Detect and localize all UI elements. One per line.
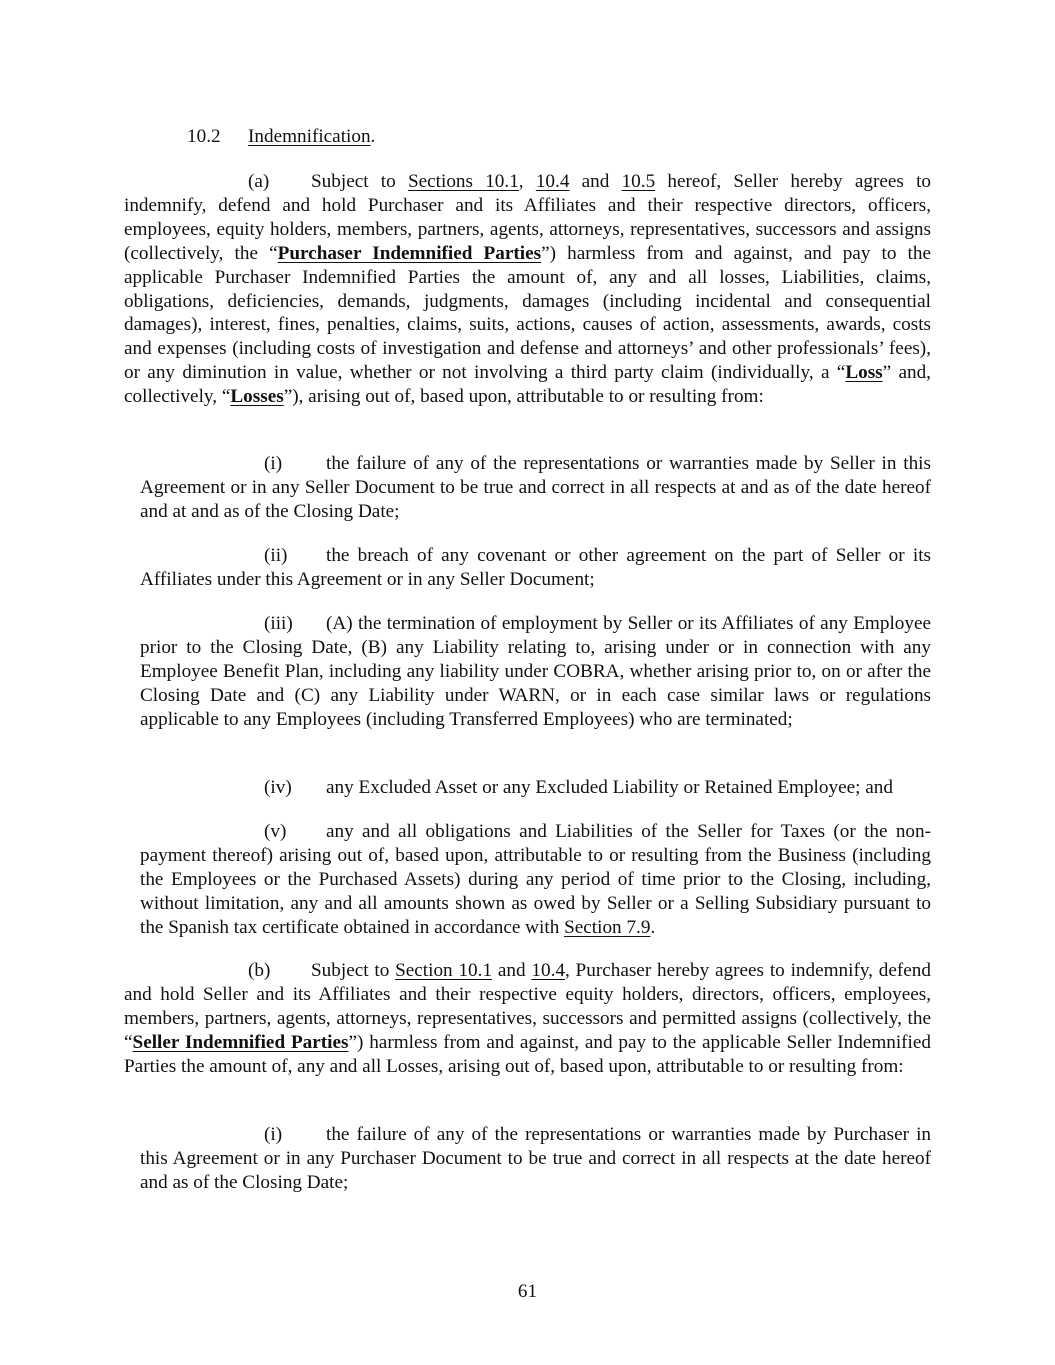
item-text: (A) the termination of employment by Seller or its Affiliates of any Employee prior to the Closing Date, (B) any Liability relating to, arising under or in connection with any Employee Benefit Plan, including any liability under COBRA, whether arising prior to, on or after the Closing Date and (C) any Liability under WARN, or in each case similar laws or regulations applicable to any Employees (including Transferred Employees) who are terminated; bbox=[140, 613, 931, 730]
text-run: Subject to bbox=[311, 171, 408, 192]
text-run: Subject to bbox=[311, 960, 396, 981]
paragraph-a bbox=[124, 170, 931, 409]
cross-reference-sections-10-1: Sections 10.1 bbox=[407, 171, 519, 192]
paragraph-b bbox=[124, 959, 931, 1079]
cross-reference-10-4: 10.4 bbox=[531, 960, 565, 981]
section-heading bbox=[187, 125, 587, 149]
cross-reference-10-5: 10.5 bbox=[621, 171, 656, 192]
text-run: and bbox=[492, 960, 532, 981]
item-a-iii bbox=[140, 612, 931, 732]
cross-reference-section-10-1: Section 10.1 bbox=[395, 960, 493, 981]
text-run: ”) harmless from and against, and pay to the applicable Seller Indemnified Parties the amount of, any and all Losses, arising out of, based upon, attributable to or resulting from: bbox=[124, 1031, 931, 1077]
item-text: any and all obligations and Liabilities of the Seller for Taxes (or the non-payment thereof) arising out of, based upon, attributable to or resulting from the Business (including the Employees or the Purchased Assets) during any period of time prior to the Closing, including, without limitation, any and all amounts shown as owed by Seller or a Selling Subsidiary pursuant to the Spanish tax certificate obtained in accordance with bbox=[140, 821, 931, 938]
item-a-v bbox=[140, 820, 931, 940]
item-a-ii bbox=[140, 544, 931, 592]
section-title: Indemnification bbox=[248, 126, 371, 147]
text-run: ”) harmless from and against, and pay to the applicable Purchaser Indemnified Parties the amount of, any and all losses, Liabilities, claims, obligations, deficiencies, demands, judgments, damages (including incidental and consequential damages), interest, fines, penalties, claims, suits, actions, causes of action, assessments, awards, costs and expenses (including costs of investigation and defense and attorneys’ and other professionals’ fees), or any diminution in value, whether or not involving a third party claim (individually, a “ bbox=[124, 242, 931, 384]
defined-term-loss: Loss bbox=[845, 362, 883, 384]
item-label: (iii) bbox=[264, 613, 293, 634]
paragraph-b-label: (b) bbox=[248, 960, 271, 981]
cross-reference-section-7-9: Section 7.9 bbox=[564, 916, 651, 938]
text-run: , bbox=[518, 171, 536, 192]
paragraph-a-label: (a) bbox=[248, 171, 270, 192]
item-text: the failure of any of the representations or warranties made by Purchaser in this Agreement or in any Purchaser Document to be true and correct in all respects at the date hereof and as of the Closing Date; bbox=[140, 1124, 931, 1193]
item-label: (v) bbox=[264, 821, 287, 842]
item-text: the breach of any covenant or other agreement on the part of Seller or its Affiliates under this Agreement or in any Seller Document; bbox=[140, 545, 931, 590]
section-title-punct: . bbox=[370, 126, 376, 147]
section-number: 10.2 bbox=[187, 126, 221, 147]
item-a-iv bbox=[264, 776, 931, 800]
text-run: hereof, Seller hereby agrees to indemnify, defend and hold Purchaser and its Affiliates and their respective directors, officers, employees, equity holders, members, partners, agents, attorneys, representatives, successors and assigns (collectively, the “ bbox=[124, 171, 931, 264]
text-run: and bbox=[569, 171, 622, 192]
item-a-i bbox=[140, 452, 931, 524]
cross-reference-10-4: 10.4 bbox=[535, 171, 570, 192]
text-run: ” and, collectively, “ bbox=[124, 362, 931, 408]
item-label: (iv) bbox=[264, 777, 292, 798]
defined-term-seller-indemnified-parties: Seller Indemnified Parties bbox=[132, 1031, 349, 1053]
item-label: (i) bbox=[264, 453, 283, 474]
text-run: . bbox=[650, 916, 656, 938]
defined-term-purchaser-indemnified-parties: Purchaser Indemnified Parties bbox=[277, 242, 542, 264]
item-label: (ii) bbox=[264, 545, 288, 566]
item-text: any Excluded Asset or any Excluded Liability or Retained Employee; and bbox=[326, 777, 893, 798]
page-number: 61 bbox=[517, 1281, 538, 1302]
item-text: the failure of any of the representations or warranties made by Seller in this Agreement or in any Seller Document to be true and correct in all respects at and as of the date hereof and at and as of the Closing Date; bbox=[140, 453, 931, 522]
text-run: ”), arising out of, based upon, attributable to or resulting from: bbox=[283, 386, 764, 408]
item-b-i bbox=[140, 1123, 931, 1195]
defined-term-losses: Losses bbox=[230, 386, 284, 408]
item-label: (i) bbox=[264, 1124, 283, 1145]
text-run: , Purchaser hereby agrees to indemnify, defend and hold Seller and its Affiliates and their respective equity holders, directors, officers, employees, members, partners, agents, attorneys, representatives, successors and permitted assigns (collectively, the “ bbox=[124, 960, 931, 1053]
